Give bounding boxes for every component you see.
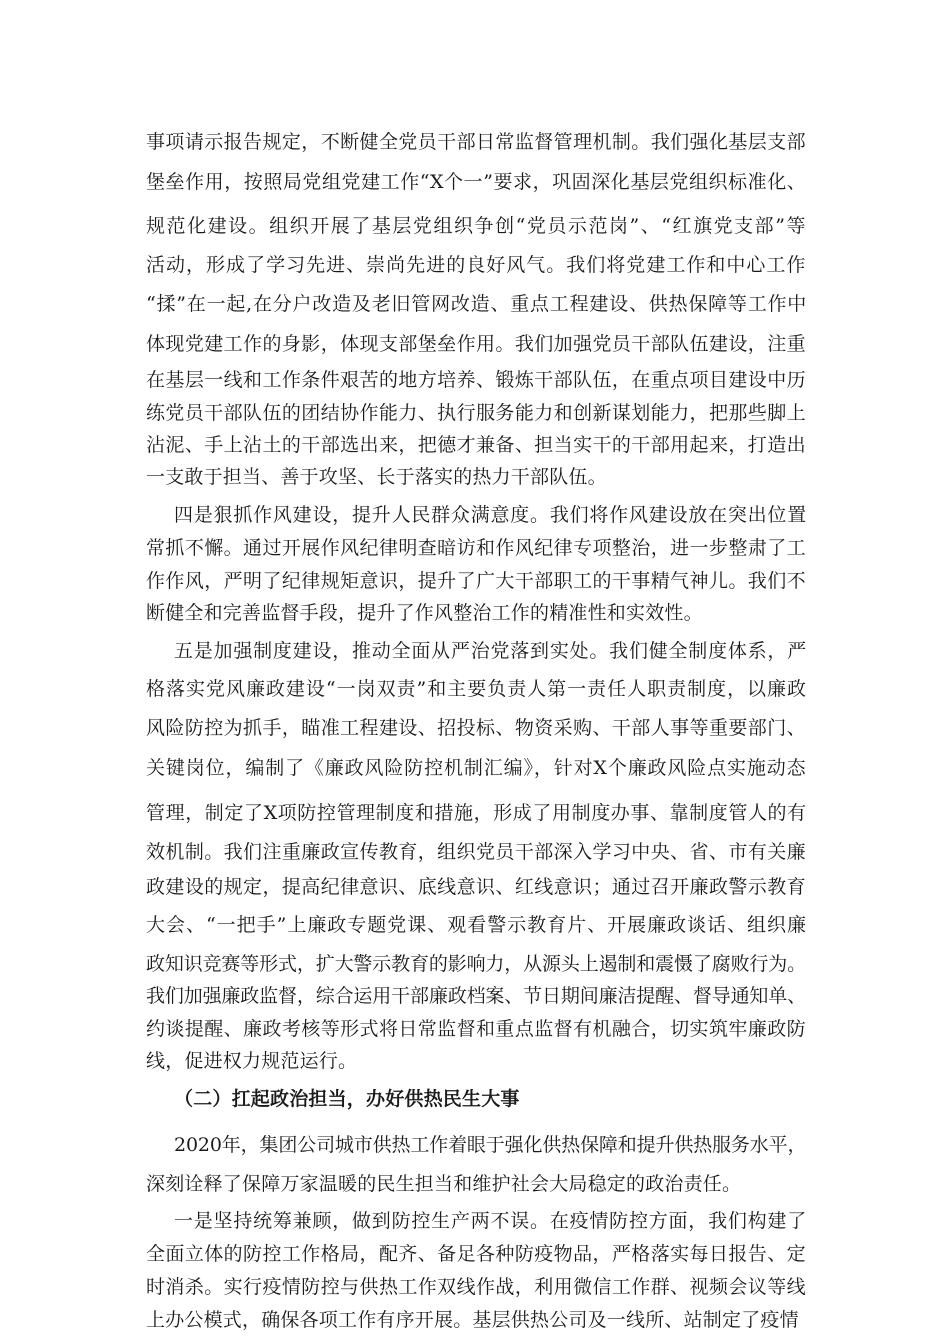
text-line: 全面立体的防控工作格局，配齐、备足各种防疫物品，严格落实每日报告、定 — [146, 1243, 807, 1265]
paragraph-first-line: 五是加强制度建设，推动全面从严治党落到实处。我们健全制度体系，严 — [174, 640, 807, 662]
text-line: 体现党建工作的身影，体现支部堡垒作用。我们加强党员干部队伍建设，注重 — [146, 333, 807, 355]
text-line: 格落实党风廉政建设“一岗双责”和主要负责人第一责任人职责制度，以廉政 — [146, 678, 808, 700]
text-line: 线，促进权力规范运行。 — [146, 1050, 358, 1072]
text-line: 大会、“一把手”上廉政专题党课、观看警示教育片、开展廉政谈话、组织廉 — [146, 914, 808, 936]
paragraph-first-line: 一是坚持统筹兼顾，做到防控生产两不误。在疫情防控方面，我们构建了 — [174, 1210, 807, 1232]
text-line: 政知识竞赛等形式，扩大警示教育的影响力，从源头上遏制和震慑了腐败行为。 — [146, 953, 807, 975]
text-line: 深刻诠释了保障万家温暖的民生担当和维护社会大局稳定的政治责任。 — [146, 1173, 742, 1195]
text-line: 规范化建设。组织开展了基层党组织争创“党员示范岗”、“红旗党支部”等 — [146, 215, 807, 237]
text-line: 效机制。我们注重廉政宣传教育，组织党员干部深入学习中央、省、市有关廉 — [146, 841, 807, 863]
text-line: 作作风，严明了纪律规矩意识，提升了广大干部职工的干事精气神儿。我们不 — [146, 570, 807, 592]
text-line: 管理，制定了X项防控管理制度和措施，形成了用制度办事、靠制度管人的有 — [146, 802, 807, 824]
text-line: 常抓不懈。通过开展作风纪律明查暗访和作风纪律专项整治，进一步整肃了工 — [146, 537, 807, 559]
text-line: 事项请示报告规定，不断健全党员干部日常监督管理机制。我们强化基层支部 — [146, 131, 807, 153]
text-line: 上办公模式，确保各项工作有序开展。基层供热公司及一线所、站制定了疫情 — [146, 1309, 799, 1331]
text-line: 关键岗位，编制了《廉政风险防控机制汇编》，针对X个廉政风险点实施动态 — [146, 757, 807, 779]
section-heading: （二）扛起政治担当，办好供热民生大事 — [174, 1088, 520, 1110]
text-line: 一支敢于担当、善于攻坚、长于落实的热力干部队伍。 — [146, 466, 607, 488]
text-line: 我们加强廉政监督，综合运用干部廉政档案、节日期间廉洁提醒、督导通知单、 — [146, 985, 807, 1007]
paragraph-first-line: 2020年，集团公司城市供热工作着眼于强化供热保障和提升供热服务水平， — [174, 1134, 807, 1156]
text-line: 沾泥、手上沾土的干部选出来，把德才兼备、担当实干的干部用起来，打造出 — [146, 434, 807, 456]
text-line: 时消杀。实行疫情防控与供热工作双线作战，利用微信工作群、视频会议等线 — [146, 1276, 807, 1298]
text-line: 风险防控为抓手，瞄准工程建设、招投标、物资采购、干部人事等重要部门、 — [146, 717, 807, 739]
text-line: 在基层一线和工作条件艰苦的地方培养、锻炼干部队伍，在重点项目建设中历 — [146, 369, 807, 391]
text-line: 约谈提醒、廉政考核等形式将日常监督和重点监督有机融合，切实筑牢廉政防 — [146, 1018, 807, 1040]
text-line: 活动，形成了学习先进、崇尚先进的良好风气。我们将党建工作和中心工作 — [146, 254, 807, 276]
text-line: 堡垒作用，按照局党组党建工作“X个一”要求，巩固深化基层党组织标准化、 — [146, 171, 807, 193]
text-line: “揉”在一起,在分户改造及老旧管网改造、重点工程建设、供热保障等工作中 — [146, 293, 808, 315]
paragraph-first-line: 四是狠抓作风建设，提升人民群众满意度。我们将作风建设放在突出位置 — [174, 504, 807, 526]
text-line: 练党员干部队伍的团结协作能力、执行服务能力和创新谋划能力，把那些脚上 — [146, 402, 807, 424]
text-line: 断健全和完善监督手段，提升了作风整治工作的精准性和实效性。 — [146, 602, 703, 624]
text-line: 政建设的规定，提高纪律意识、底线意识、红线意识；通过召开廉政警示教育 — [146, 876, 807, 898]
